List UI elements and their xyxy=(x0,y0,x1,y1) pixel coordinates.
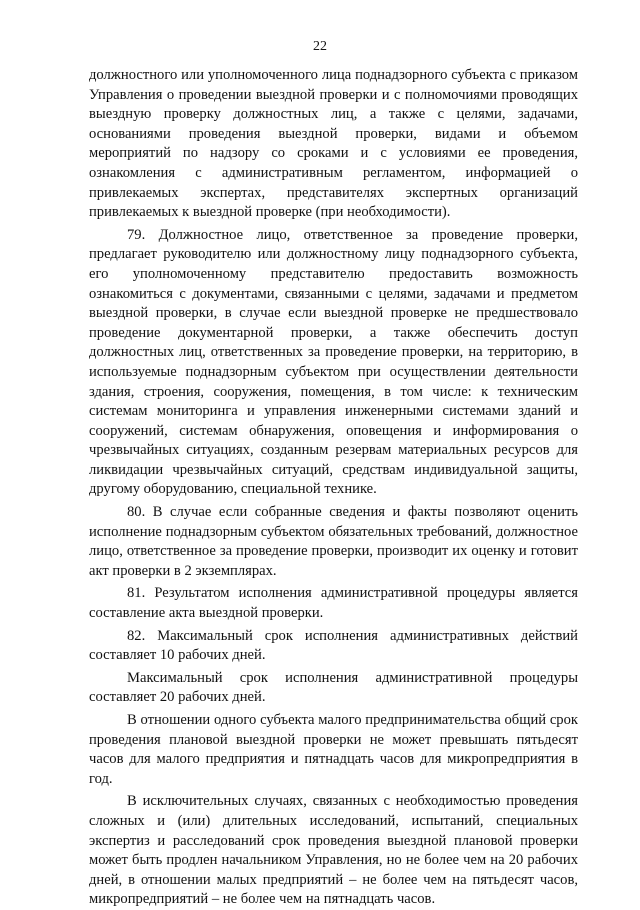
paragraph-small-business: В отношении одного субъекта малого предпринимательства общий срок проведения плановой выездной проверки не может превышать пятьдесят часов для малого предприятия и пятнадцать часов для микропредприятия в год. xyxy=(89,712,578,787)
page-number: 22 xyxy=(313,39,327,54)
paragraph-79: 79. Должностное лицо, ответственное за проведение проверки, предлагает руководителю или должностному лицу поднадзорного субъекта, его уполномоченному представителю предоставить возможность ознакомиться с документами, связанными с целями, задачами и предметом выездной проверки, в случае если выездной проверке не предшествовало проведение документарной проверки, а также обеспечить доступ должностных лиц, ответственных за проведение проверки, на территорию, в используемые поднадзорным субъектом при осуществлении деятельности здания, строения, сооружения, помещения, в том числе: к техническим системам мониторинга и управления инженерными системами зданий и сооружений, системам обнаружения, оповещения и информирования о чрезвычайных ситуациях, созданным резервам материальных ресурсов для ликвидации чрезвычайных ситуаций, средствам индивидуальной защиты, другому оборудованию, специальной технике. xyxy=(89,226,578,498)
paragraph-max-term: Максимальный срок исполнения административной процедуры составляет 20 рабочих дней. xyxy=(89,669,578,706)
paragraph-continuation: должностного или уполномоченного лица поднадзорного субъекта с приказом Управления о проведении выездной проверки и с полномочиями проводящих выездную проверку должностных лиц, а также с целями, задачами, основаниями проведения выездной проверки, видами и объемом мероприятий по надзору со сроками и с условиями ее проведения, ознакомления с административным регламентом, информацией о привлекаемых экспертах, представителях экспертных организаций привлекаемых к выездной проверке (при необходимости). xyxy=(89,67,578,221)
paragraph-82: 82. Максимальный срок исполнения административных действий составляет 10 рабочих дней. xyxy=(89,627,578,664)
paragraph-exceptional-cases: В исключительных случаях, связанных с необходимостью проведения сложных и (или) длительных исследований, испытаний, специальных экспертиз и расследований срок проведения выездной плановой проверки может быть продлен начальником Управления, но не более чем на 20 рабочих дней, в отношении малых предприятий – не более чем на пятьдесят часов, микропредприятий – не более чем на пятнадцать часов. xyxy=(89,793,578,908)
paragraph-80: 80. В случае если собранные сведения и факты позволяют оценить исполнение поднадзорным субъектом обязательных требований, должностное лицо, ответственное за проведение проверки, производит их оценку и готовит акт проверки в 2 экземплярах. xyxy=(89,504,578,579)
paragraph-81: 81. Результатом исполнения административной процедуры является составление акта выездной проверки. xyxy=(89,585,578,622)
body-text xyxy=(89,66,578,910)
